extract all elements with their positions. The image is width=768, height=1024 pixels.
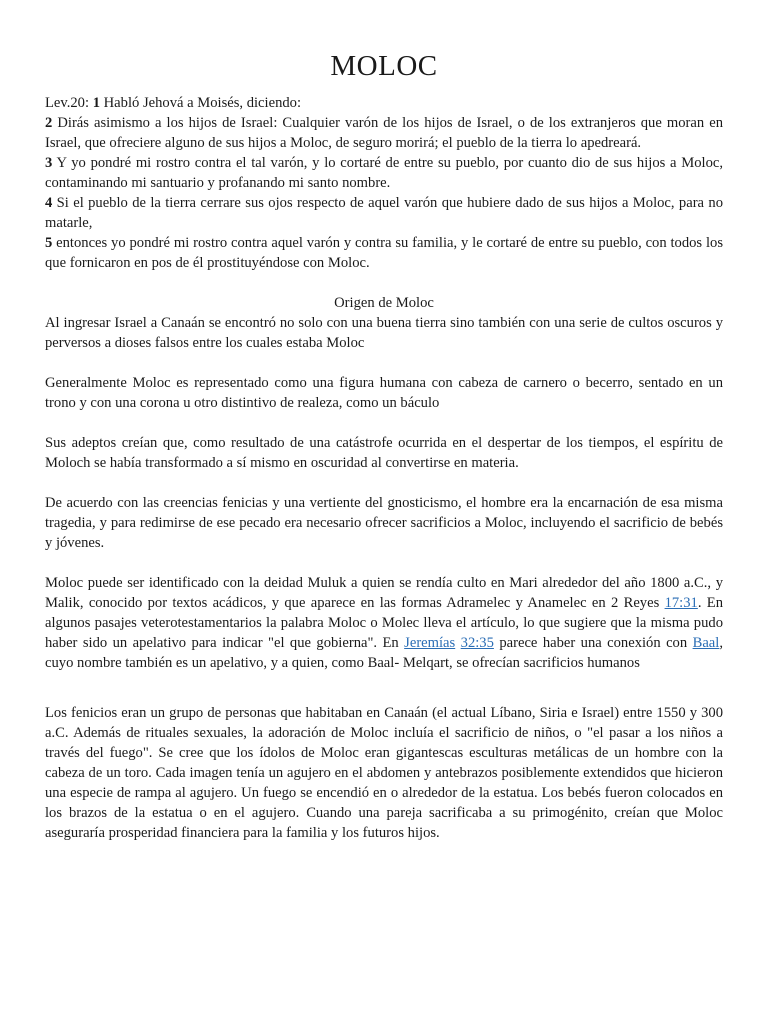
verse-text: entonces yo pondré mi rostro contra aquel varón y contra su familia, y le cortaré de entre su pueblo, con todos los que fornicaron en pos de él prostituyéndose con Moloc. — [45, 235, 723, 271]
page-title: MOLOC — [330, 50, 438, 82]
verse-5 — [45, 233, 723, 273]
paragraph-text: Moloc puede ser identificado con la deidad Muluk a quien se rendía culto en Mari alrededor del año 1800 a.C., y Malik, conocido por textos acádicos, y que aparece en las formas Adramelec y Anamelec en 2 Reyes — [45, 575, 723, 611]
passage-reference: Lev.20: — [45, 95, 93, 111]
section-heading: Origen de Moloc — [334, 295, 434, 311]
leviticus-passage — [45, 93, 723, 273]
origin-paragraph-6: Los fenicios eran un grupo de personas que habitaban en Canaán (el actual Líbano, Siria e Israel) entre 1550 y 300 a.C. Además de rituales sexuales, la adoración de Moloc incluía el sacrificio de niños, o "el pasar a los niños a través del fuego". Se cree que los ídolos de Moloc eran gigantescas esculturas metálicas de un hombre con la cabeza de un toro. Cada imagen tenía un agujero en el abdomen y antebrazos posiblemente extendidos que hicieron una especie de rampa al agujero. Un fuego se encendió en o alrededor de la estatua. Los bebés fueron colocados en los brazos de la estatua o en el agujero. Cuando una pareja sacrificaba a su primogénito, creían que Moloc aseguraría prosperidad financiera para la familia y los futuros hijos. — [45, 705, 723, 841]
origin-section — [45, 293, 723, 843]
verse-text: Habló Jehová a Moisés, diciendo: — [99, 95, 302, 111]
scripture-link-2-reyes-17-31[interactable]: 17:31 — [664, 595, 698, 611]
scripture-link-jeremias[interactable]: Jeremías — [404, 635, 456, 651]
origin-paragraph-1: Al ingresar Israel a Canaán se encontró no solo con una buena tierra sino también con una serie de cultos oscuros y perversos a dioses falsos entre los cuales estaba Moloc — [45, 315, 723, 351]
origin-paragraph-5 — [45, 573, 723, 673]
verse-number: 2 — [45, 115, 53, 131]
verse-text: Si el pueblo de la tierra cerrare sus ojos respecto de aquel varón que hubiere dado de sus hijos a Moloc, para no matarle, — [45, 195, 723, 231]
verse-number: 5 — [45, 235, 53, 251]
verse-text: Dirás asimismo a los hijos de Israel: Cualquier varón de los hijos de Israel, o de los extranjeros que moran en Israel, que ofreciere alguno de sus hijos a Moloc, de seguro morirá; el pueblo de la tierra lo apedreará. — [45, 115, 723, 151]
baal-link[interactable]: Baal — [692, 635, 720, 651]
verse-number: 3 — [45, 155, 53, 171]
origin-paragraph-4: De acuerdo con las creencias fenicias y una vertiente del gnosticismo, el hombre era la encarnación de esa misma tragedia, y para redimirse de ese pecado era necesario ofrecer sacrificios a Moloc, incluyendo el sacrificio de bebés y jóvenes. — [45, 495, 723, 551]
origin-paragraph-3: Sus adeptos creían que, como resultado de una catástrofe ocurrida en el despertar de los tiempos, el espíritu de Moloch se había transformado a sí mismo en oscuridad al convertirse en materia. — [45, 435, 723, 471]
paragraph-text: . En algunos pasajes veterotestamentarios la palabra Moloc o Molec lleva el artículo, lo que sugiere que la misma pudo haber sido un apelativo para indicar "el que gobierna". En — [45, 595, 724, 651]
scripture-link-32-35[interactable]: 32:35 — [460, 635, 494, 651]
paragraph-text: , cuyo nombre también es un apelativo, y a quien, como Baal- Melqart, se ofrecían sacrificios humanos — [45, 635, 723, 671]
verse-2 — [45, 113, 723, 153]
verse-text: Y yo pondré mi rostro contra el tal varón, y lo cortaré de entre su pueblo, por cuanto dio de sus hijos a Moloc, contaminando mi santuario y profanando mi santo nombre. — [45, 155, 723, 191]
origin-paragraph-2: Generalmente Moloc es representado como una figura humana con cabeza de carnero o becerro, sentado en un trono y con una corona u otro distintivo de realeza, como un báculo — [45, 375, 723, 411]
verse-3 — [45, 153, 723, 193]
verse-1 — [45, 93, 723, 113]
verse-number: 1 — [92, 95, 100, 111]
verse-4 — [45, 193, 723, 233]
verse-number: 4 — [45, 195, 53, 211]
paragraph-text: parece haber una conexión con — [493, 635, 693, 651]
